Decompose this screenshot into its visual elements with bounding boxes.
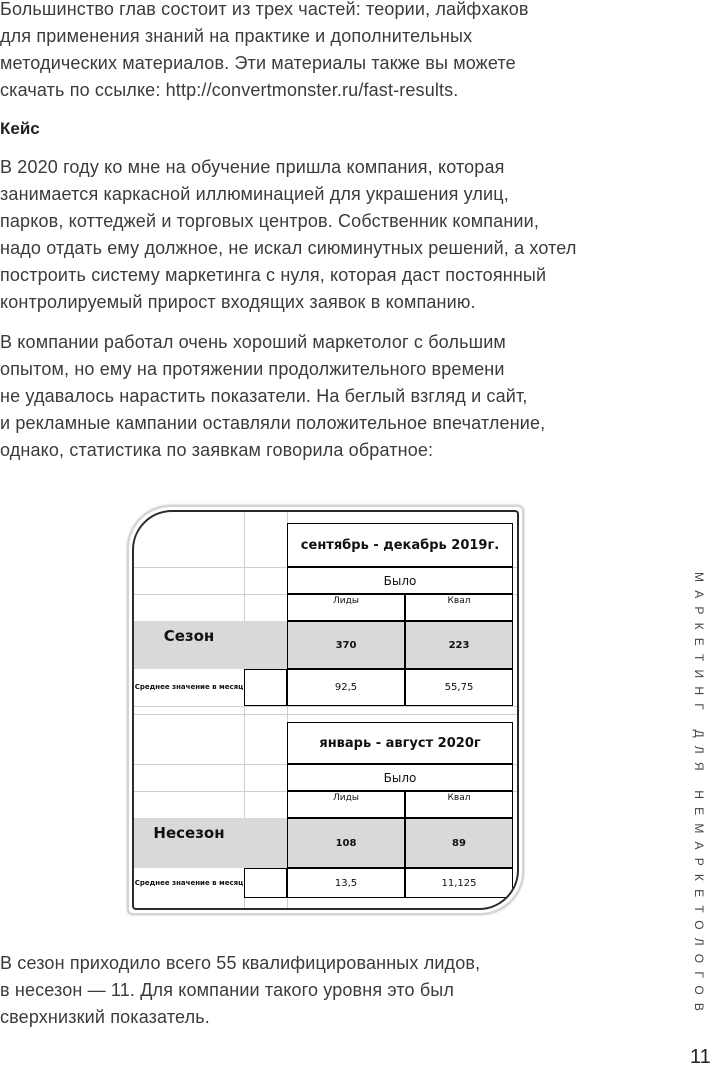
- season-spacer: [244, 621, 287, 669]
- conclusion-paragraph: В сезон приходило всего 55 квалифицированных лидов, в несезон — 11. Для компании такого уровня это был сверхнизкий показатель.: [0, 953, 481, 1027]
- offseason-avg-leads: 13,5: [287, 868, 405, 898]
- offseason-spacer: [244, 818, 287, 868]
- stats-table-image: [127, 505, 524, 915]
- season-label: Сезон: [134, 621, 244, 669]
- season-qual: 223: [405, 621, 513, 669]
- case-paragraph-1: В 2020 году ко мне на обучение пришла компания, которая занимается каркасной иллюминацией для украшения улиц, парков, коттеджей и торговых центров. Собственник компании, надо отдать ему должное, не искал сиюминутных решений, а хотел построить систему маркетинга с нуля, которая даст постоянный контролируемый прирост входящих заявок в компанию.: [0, 157, 577, 312]
- season-avg-spacer: [244, 669, 287, 706]
- offseason-avg-spacer: [244, 868, 287, 898]
- season-period: сентябрь - декабрь 2019г.: [287, 523, 513, 567]
- season-avg-leads: 92,5: [287, 669, 405, 706]
- offseason-period: январь - август 2020г: [287, 722, 513, 764]
- page-number: 11: [690, 1046, 711, 1068]
- intro-paragraph: Большинство глав состоит из трех частей: теории, лайфхаков для применения знаний на практике и дополнительных методических материалов. Эти материалы также вы можете скачать по ссылке: http://convertmonster.ru/fast-results.: [0, 0, 529, 100]
- season-status: Было: [287, 567, 513, 594]
- offseason-leads: 108: [287, 818, 405, 868]
- offseason-status: Было: [287, 764, 513, 791]
- season-col-leads: Лиды: [287, 594, 405, 621]
- season-avg-qual: 55,75: [405, 669, 513, 706]
- case-heading: Кейс: [0, 119, 40, 138]
- book-title-vertical: МАРКЕТИНГ ДЛЯ НЕМАРКЕТОЛОГОВ: [692, 572, 706, 1020]
- season-leads: 370: [287, 621, 405, 669]
- offseason-avg-label: Среднее значение в месяц: [134, 878, 244, 887]
- case-paragraph-2: В компании работал очень хороший маркетолог с большим опытом, но ему на протяжении продолжительного времени не удавалось нарастить показатели. На беглый взгляд и сайт, и рекламные кампании оставляли положительное впечатление, однако, статистика по заявкам говорила обратное:: [0, 332, 546, 460]
- offseason-col-qual: Квал: [405, 791, 513, 818]
- season-col-qual: Квал: [405, 594, 513, 621]
- offseason-qual: 89: [405, 818, 513, 868]
- season-avg-label: Среднее значение в месяц: [134, 683, 244, 691]
- offseason-col-leads: Лиды: [287, 791, 405, 818]
- stats-table: [132, 510, 519, 910]
- offseason-label: Несезон: [134, 818, 244, 868]
- offseason-avg-qual: 11,125: [405, 868, 513, 898]
- table-grid: [134, 512, 517, 908]
